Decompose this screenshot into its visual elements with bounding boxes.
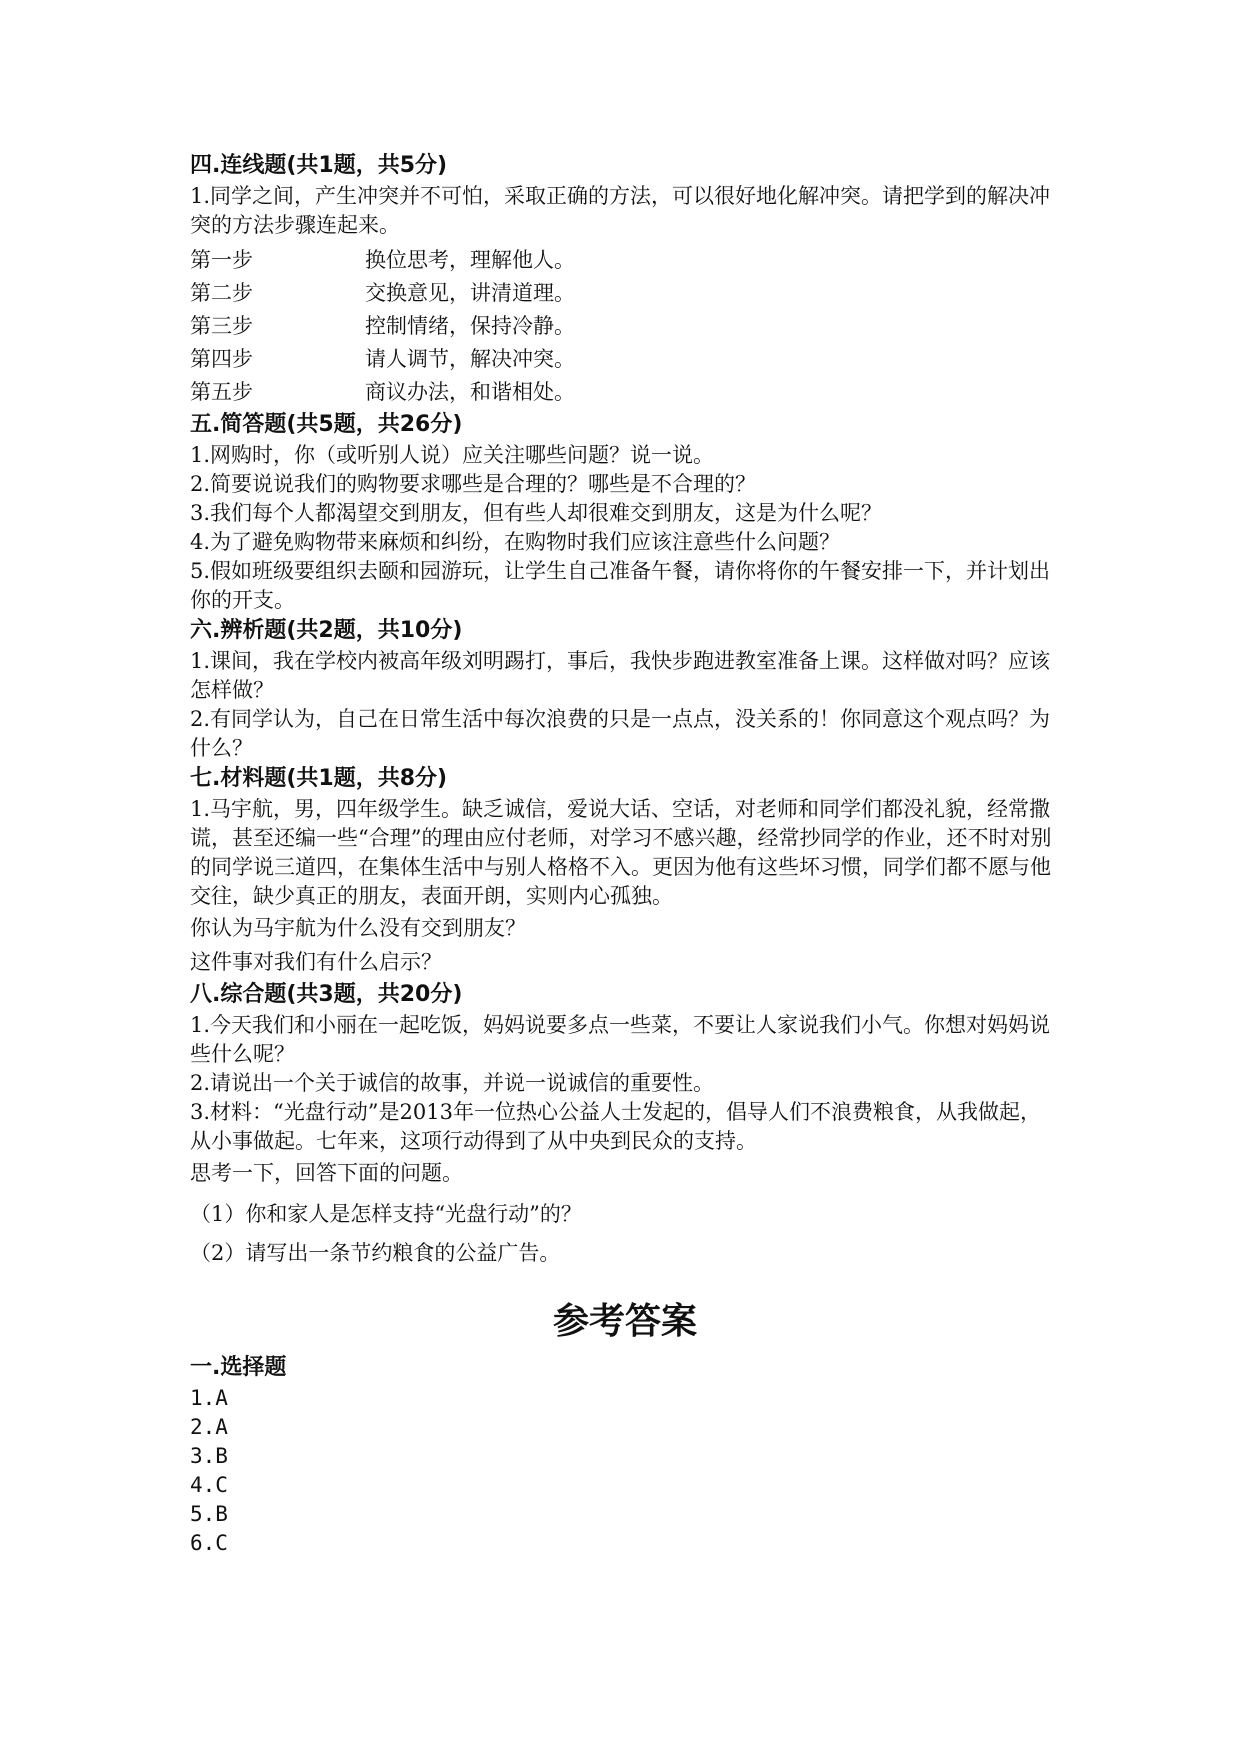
question-text: 1.今天我们和小丽在一起吃饭，妈妈说要多点一些菜，不要让人家说我们小气。你想对妈妈说些什么呢？ — [190, 1013, 1051, 1066]
material-text: 1.马宇航，男，四年级学生。缺乏诚信，爱说大话、空话，对老师和同学们都没礼貌，经常撒谎，甚至还编一些“合理”的理由应付老师，对学习不感兴趣，经常抄同学的作业，还不时对别的同学说三道四，在集体生活中与别人格格不入。更因为他有这些坏习惯，同学们都不愿与他交往，缺少真正的朋友，表面开朗，实则内心孤独。 — [190, 797, 1052, 908]
step-right: 请人调节，解决冲突。 — [365, 347, 575, 371]
step-left: 第三步 — [190, 314, 253, 338]
matching-row — [190, 277, 1060, 310]
question-text: 2.有同学认为，自己在日常生活中每次浪费的只是一点点，没关系的！你同意这个观点吗？为什么？ — [190, 707, 1051, 760]
matching-row — [190, 343, 1060, 376]
step-left: 第五步 — [190, 380, 253, 404]
answer-item: 5.B — [190, 1502, 228, 1526]
step-right: 商议办法，和谐相处。 — [365, 380, 575, 404]
question-text: 这件事对我们有什么启示？ — [190, 950, 442, 974]
question-text: 3.材料：“光盘行动”是2013年一位热心公益人士发起的，倡导人们不浪费粮食，从我做起，从小事做起。七年来，这项行动得到了从中央到民众的支持。 — [190, 1100, 1041, 1153]
sub-question: （2）请写出一条节约粮食的公益广告。 — [190, 1241, 561, 1265]
section-title-8: 八.综合题(共3题，共20分) — [190, 982, 463, 1007]
sub-question: （1）你和家人是怎样支持“光盘行动”的？ — [190, 1202, 582, 1226]
answer-item: 4.C — [190, 1473, 228, 1497]
section-title-5: 五.简答题(共5题，共26分) — [190, 412, 463, 437]
question-text: 1.网购时，你（或听别人说）应关注哪些问题？说一说。 — [190, 443, 715, 467]
answer-item: 1.A — [190, 1386, 228, 1410]
question-text: 4.为了避免购物带来麻烦和纠纷，在购物时我们应该注意些什么问题？ — [190, 530, 841, 554]
answer-item: 3.B — [190, 1444, 228, 1468]
answer-item: 2.A — [190, 1415, 228, 1439]
question-text: 5.假如班级要组织去颐和园游玩，让学生自己准备午餐，请你将你的午餐安排一下，并计划出你的开支。 — [190, 559, 1051, 612]
section-title-6: 六.辨析题(共2题，共10分) — [190, 618, 463, 643]
step-right: 交换意见，讲清道理。 — [365, 281, 575, 305]
step-left: 第二步 — [190, 281, 253, 305]
matching-row — [190, 310, 1060, 343]
answers-section-title: 一.选择题 — [190, 1355, 287, 1380]
question-text: 你认为马宇航为什么没有交到朋友？ — [190, 916, 526, 940]
question-text: 3.我们每个人都渴望交到朋友，但有些人却很难交到朋友，这是为什么呢？ — [190, 501, 883, 525]
question-prompt: 思考一下，回答下面的问题。 — [190, 1161, 463, 1185]
document-page — [190, 150, 1060, 1558]
matching-row — [190, 376, 1060, 409]
answer-item: 6.C — [190, 1531, 228, 1555]
question-text: 1.课间，我在学校内被高年级刘明踢打，事后，我快步跑进教室准备上课。这样做对吗？应该怎样做？ — [190, 649, 1051, 702]
section-title-4: 四.连线题(共1题，共5分) — [190, 153, 448, 178]
step-left: 第四步 — [190, 347, 253, 371]
step-right: 换位思考，理解他人。 — [365, 248, 575, 272]
matching-row — [190, 244, 1060, 277]
question-text: 1.同学之间，产生冲突并不可怕，采取正确的方法，可以很好地化解冲突。请把学到的解决冲突的方法步骤连起来。 — [190, 184, 1051, 237]
answers-title: 参考答案 — [552, 1300, 697, 1342]
question-text: 2.简要说说我们的购物要求哪些是合理的？哪些是不合理的？ — [190, 472, 757, 496]
matching-steps — [190, 244, 1060, 409]
step-right: 控制情绪，保持冷静。 — [365, 314, 575, 338]
step-left: 第一步 — [190, 248, 253, 272]
section-title-7: 七.材料题(共1题，共8分) — [190, 766, 448, 791]
question-text: 2.请说出一个关于诚信的故事，并说一说诚信的重要性。 — [190, 1071, 715, 1095]
